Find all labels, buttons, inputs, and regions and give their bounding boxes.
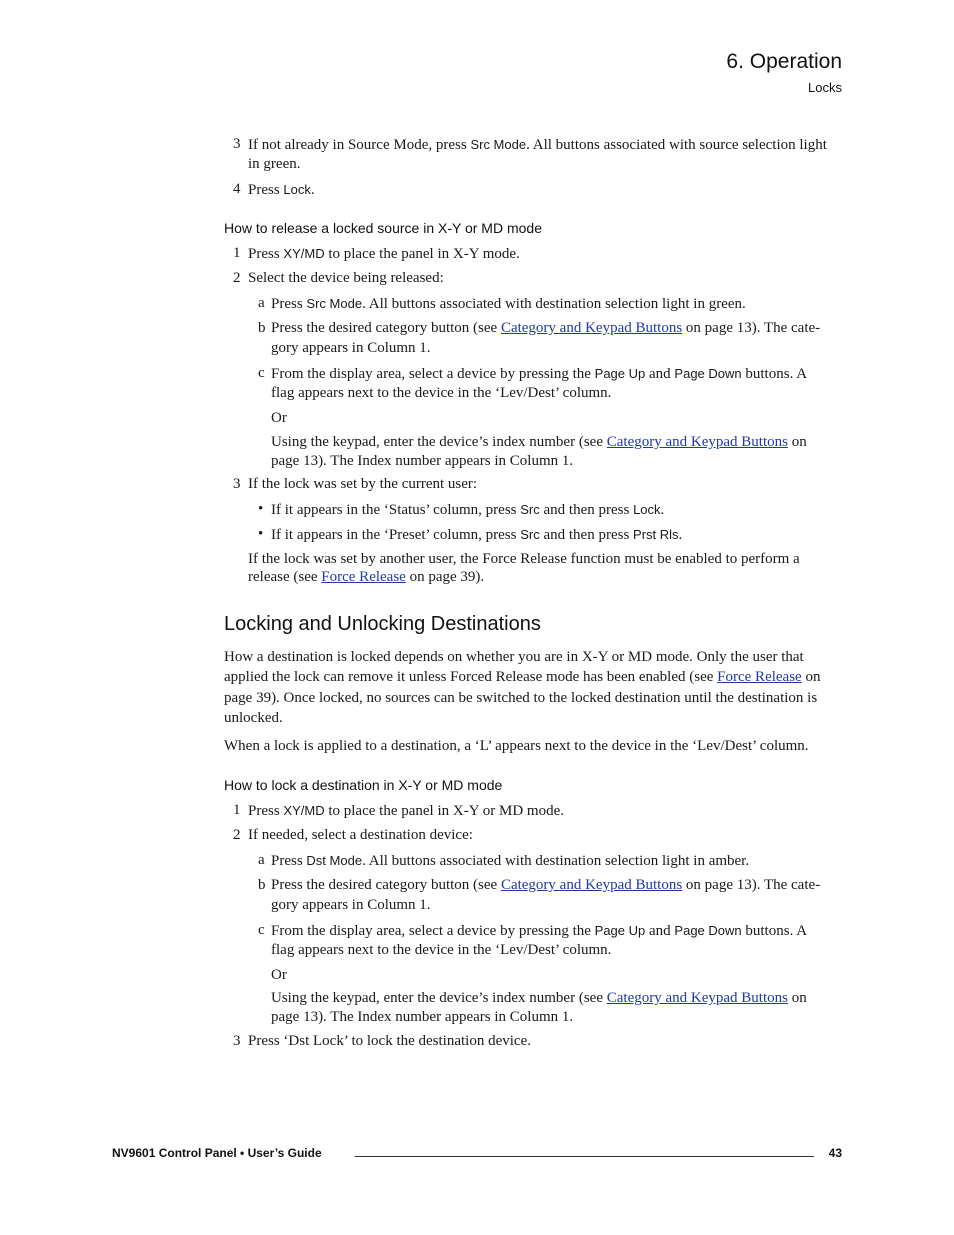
footer-rule	[355, 1156, 814, 1157]
footer-title: NV9601 Control Panel • User’s Guide	[112, 1146, 322, 1160]
ui-label: Src Mode	[306, 296, 363, 311]
step-number: 4	[233, 181, 241, 197]
paragraph-line: How a destination is locked depends on whether you are in X-Y or MD mode. Only the user that	[224, 649, 804, 665]
substep-text-cont: flag appears next to the device in the ‘Lev/Dest’ column.	[271, 385, 612, 401]
note-text: If the lock was set by another user, the Force Release function must be enabled to perform a	[248, 551, 800, 567]
substep-text: Press the desired category button (see Category and Keypad Buttons on page 13). The cate-	[271, 877, 821, 893]
step-text: Press ‘Dst Lock’ to lock the destination device.	[248, 1033, 531, 1049]
note-text-cont: release (see Force Release on page 39).	[248, 569, 485, 585]
ui-label: Page Up	[594, 923, 646, 938]
category-keypad-link[interactable]: Category and Keypad Buttons	[606, 990, 788, 1006]
substep-text: Press the desired category button (see Category and Keypad Buttons on page 13). The cate-	[271, 320, 821, 336]
category-keypad-link[interactable]: Category and Keypad Buttons	[500, 320, 683, 336]
step-number: 3	[233, 1033, 241, 1049]
substep-text: Press Dst Mode. All buttons associated with destination selection light in amber.	[271, 853, 750, 869]
ui-label: Prst Rls	[633, 527, 679, 542]
substep-letter: a	[258, 852, 265, 868]
step-number: 3	[233, 136, 241, 152]
section-running-head: Locks	[808, 80, 842, 95]
paragraph-line: unlocked.	[224, 710, 283, 726]
substep-text: From the display area, select a device by pressing the Page Up and Page Down buttons. A	[271, 923, 808, 939]
bullet: •	[258, 526, 264, 542]
keypad-text: Using the keypad, enter the device’s index number (see Category and Keypad Buttons on	[271, 990, 807, 1006]
ui-label: XY/MD	[283, 803, 325, 818]
step-text: Press Lock.	[248, 182, 315, 198]
category-keypad-link[interactable]: Category and Keypad Buttons	[500, 877, 683, 893]
ui-label: Src	[520, 527, 540, 542]
procedure-heading: How to lock a destination in X-Y or MD mode	[224, 777, 503, 793]
substep-text-cont: flag appears next to the device in the ‘Lev/Dest’ column.	[271, 942, 612, 958]
substep-text: From the display area, select a device by pressing the Page Up and Page Down buttons. A	[271, 366, 808, 382]
ui-label: Page Up	[594, 366, 646, 381]
paragraph-line: When a lock is applied to a destination, a ‘L’ appears next to the device in the ‘Lev/Dest’ column.	[224, 738, 809, 754]
substep-letter: a	[258, 295, 265, 311]
chapter-title: 6. Operation	[726, 50, 842, 73]
keypad-text-cont: page 13). The Index number appears in Column 1.	[271, 1009, 574, 1025]
page-number: 43	[828, 1146, 842, 1160]
substep-text-cont: gory appears in Column 1.	[271, 340, 431, 356]
ui-label: Src	[520, 502, 540, 517]
ui-label: XY/MD	[283, 246, 325, 261]
substep-text-cont: gory appears in Column 1.	[271, 897, 431, 913]
step-text: Press XY/MD to place the panel in X-Y mode.	[248, 246, 520, 262]
bullet-text: If it appears in the ‘Status’ column, press Src and then press Lock.	[271, 502, 665, 518]
substep-letter: c	[258, 365, 265, 381]
paragraph-line: applied the lock can remove it unless Forced Release mode has been enabled (see Force Release on	[224, 669, 821, 685]
force-release-link[interactable]: Force Release	[717, 669, 802, 685]
or-text: Or	[271, 967, 287, 983]
substep-text: Press Src Mode. All buttons associated with destination selection light in green.	[271, 296, 746, 312]
step-text: If needed, select a destination device:	[248, 827, 473, 843]
substep-letter: c	[258, 922, 265, 938]
step-text: Press XY/MD to place the panel in X-Y or MD mode.	[248, 803, 564, 819]
bullet-text: If it appears in the ‘Preset’ column, press Src and then press Prst Rls.	[271, 527, 683, 543]
ui-label: Lock	[283, 182, 311, 197]
step-number: 1	[233, 245, 241, 261]
category-keypad-link[interactable]: Category and Keypad Buttons	[606, 434, 788, 450]
substep-letter: b	[258, 877, 266, 893]
step-text: Select the device being released:	[248, 270, 444, 286]
step-number: 1	[233, 802, 241, 818]
step-text-cont: in green.	[248, 156, 301, 172]
step-number: 3	[233, 476, 241, 492]
step-number: 2	[233, 270, 241, 286]
or-text: Or	[271, 410, 287, 426]
step-text: If the lock was set by the current user:	[248, 476, 478, 492]
bullet: •	[258, 501, 264, 517]
section-heading: Locking and Unlocking Destinations	[224, 613, 541, 635]
procedure-heading: How to release a locked source in X-Y or MD mode	[224, 220, 542, 236]
ui-label: Lock	[633, 502, 661, 517]
step-number: 2	[233, 827, 241, 843]
paragraph-line: page 39). Once locked, no sources can be switched to the locked destination until the destination is	[224, 690, 818, 706]
keypad-text: Using the keypad, enter the device’s index number (see Category and Keypad Buttons on	[271, 434, 807, 450]
ui-label: Page Down	[674, 923, 742, 938]
ui-label: Dst Mode	[306, 853, 363, 868]
substep-letter: b	[258, 320, 266, 336]
ui-label: Page Down	[674, 366, 742, 381]
force-release-link[interactable]: Force Release	[321, 569, 406, 585]
ui-label: Src Mode	[470, 137, 527, 152]
keypad-text-cont: page 13). The Index number appears in Column 1.	[271, 453, 574, 469]
step-text: If not already in Source Mode, press Src Mode. All buttons associated with source selection light	[248, 137, 827, 153]
